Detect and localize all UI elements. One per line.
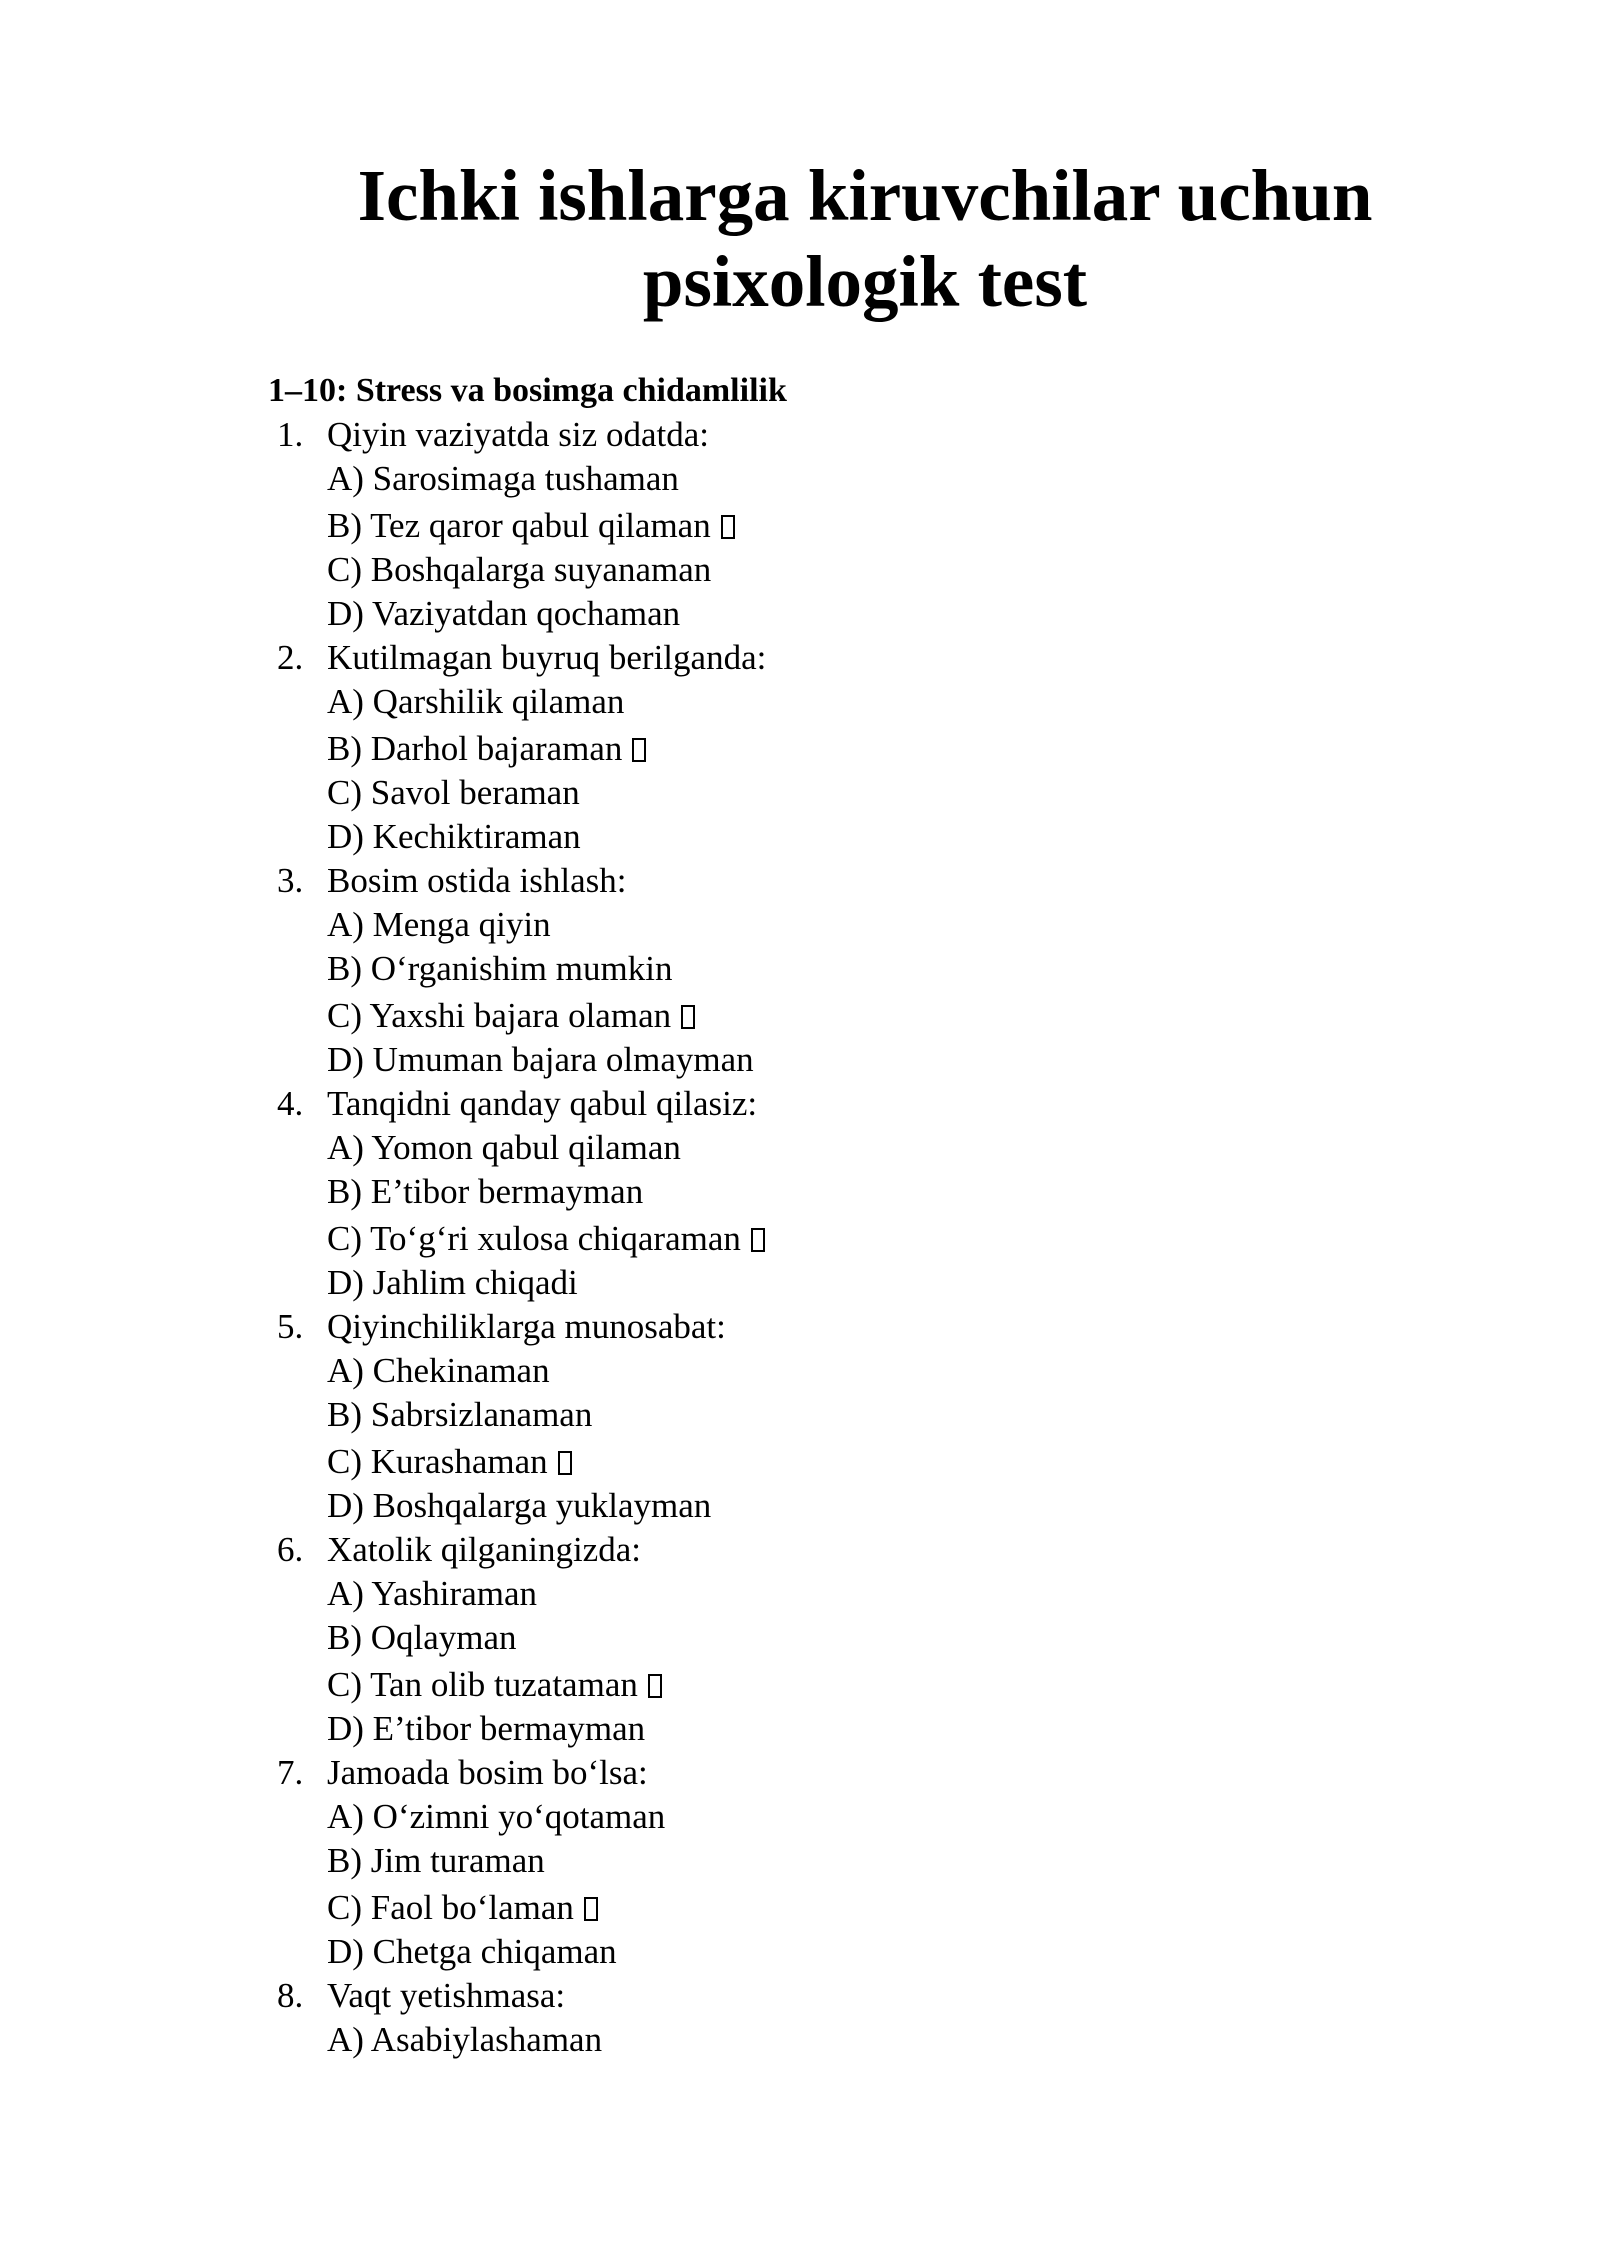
question-text: Jamoada bosim bo‘lsa: xyxy=(327,1753,648,1792)
answer-option xyxy=(0,1707,1600,1751)
answer-option-marked xyxy=(0,724,1600,771)
option-list xyxy=(0,680,1600,859)
answer-option xyxy=(0,1572,1600,1616)
question-number: 6. xyxy=(277,1530,304,1569)
question-item xyxy=(0,859,1600,1082)
question-number: 7. xyxy=(277,1753,304,1792)
option-text: D) Vaziyatdan qochaman xyxy=(327,594,681,633)
answer-mark-icon xyxy=(558,1451,572,1475)
option-text: A) O‘zimni yo‘qotaman xyxy=(327,1797,666,1836)
title-line-1: Ichki ishlarga kiruvchilar uchun xyxy=(357,155,1373,236)
answer-option xyxy=(0,771,1600,815)
answer-mark-icon xyxy=(584,1897,598,1921)
answer-option xyxy=(0,1038,1600,1082)
question-list xyxy=(0,413,1600,2062)
option-text: B) Sabrsizlanaman xyxy=(327,1395,593,1434)
question-number: 5. xyxy=(277,1307,304,1346)
option-text: C) Kurashaman xyxy=(327,1442,548,1481)
option-text: B) E’tibor bermayman xyxy=(327,1172,644,1211)
answer-mark-icon xyxy=(632,738,646,762)
question-item xyxy=(0,1974,1600,2062)
answer-option-marked xyxy=(0,1214,1600,1261)
question-number: 2. xyxy=(277,638,304,677)
option-text: A) Yashiraman xyxy=(327,1574,537,1613)
title-line-2: psixologik test xyxy=(642,241,1088,322)
answer-option xyxy=(0,548,1600,592)
option-list xyxy=(0,903,1600,1082)
answer-option xyxy=(0,1261,1600,1305)
option-list xyxy=(0,1349,1600,1528)
question-text: Bosim ostida ishlash: xyxy=(327,861,627,900)
question-text: Kutilmagan buyruq berilganda: xyxy=(327,638,767,677)
option-text: A) Sarosimaga tushaman xyxy=(327,459,679,498)
answer-option-marked xyxy=(0,1883,1600,1930)
option-text: B) O‘rganishim mumkin xyxy=(327,949,673,988)
question-item xyxy=(0,1528,1600,1751)
question-item xyxy=(0,1082,1600,1305)
answer-option-marked xyxy=(0,1660,1600,1707)
option-list xyxy=(0,1795,1600,1974)
question-line xyxy=(0,413,1600,457)
answer-option-marked xyxy=(0,1437,1600,1484)
option-text: C) Yaxshi bajara olaman xyxy=(327,996,672,1035)
option-text: B) Oqlayman xyxy=(327,1618,517,1657)
option-text: C) Savol beraman xyxy=(327,773,580,812)
answer-option xyxy=(0,680,1600,724)
question-item xyxy=(0,1751,1600,1974)
question-item xyxy=(0,1305,1600,1528)
answer-option xyxy=(0,1126,1600,1170)
answer-mark-icon xyxy=(751,1228,765,1252)
question-line xyxy=(0,859,1600,903)
question-text: Xatolik qilganingizda: xyxy=(327,1530,641,1569)
answer-option xyxy=(0,1930,1600,1974)
question-text: Qiyinchiliklarga munosabat: xyxy=(327,1307,726,1346)
question-line xyxy=(0,1082,1600,1126)
document-title xyxy=(300,153,1430,325)
option-text: D) E’tibor bermayman xyxy=(327,1709,646,1748)
question-item xyxy=(0,636,1600,859)
answer-mark-icon xyxy=(681,1005,695,1029)
answer-option xyxy=(0,592,1600,636)
answer-option xyxy=(0,1170,1600,1214)
option-text: D) Chetga chiqaman xyxy=(327,1932,617,1971)
option-list xyxy=(0,457,1600,636)
question-line xyxy=(0,1751,1600,1795)
answer-option xyxy=(0,1616,1600,1660)
section-heading: 1–10: Stress va bosimga chidamlilik xyxy=(268,372,787,409)
option-text: A) Menga qiyin xyxy=(327,905,551,944)
option-text: A) Yomon qabul qilaman xyxy=(327,1128,681,1167)
answer-option xyxy=(0,2018,1600,2062)
answer-option xyxy=(0,1349,1600,1393)
option-text: D) Kechiktiraman xyxy=(327,817,581,856)
question-line xyxy=(0,1305,1600,1349)
option-text: C) To‘g‘ri xulosa chiqaraman xyxy=(327,1219,741,1258)
answer-option xyxy=(0,457,1600,501)
option-text: D) Boshqalarga yuklayman xyxy=(327,1486,712,1525)
answer-mark-icon xyxy=(721,515,735,539)
answer-option xyxy=(0,815,1600,859)
question-number: 3. xyxy=(277,861,304,900)
option-text: B) Darhol bajaraman xyxy=(327,729,623,768)
answer-option xyxy=(0,947,1600,991)
option-text: C) Tan olib tuzataman xyxy=(327,1665,638,1704)
question-number: 1. xyxy=(277,415,304,454)
option-text: D) Jahlim chiqadi xyxy=(327,1263,578,1302)
option-list xyxy=(0,1572,1600,1751)
question-text: Qiyin vaziyatda siz odatda: xyxy=(327,415,709,454)
answer-option xyxy=(0,1839,1600,1883)
answer-option xyxy=(0,1795,1600,1839)
question-text: Tanqidni qanday qabul qilasiz: xyxy=(327,1084,758,1123)
question-text: Vaqt yetishmasa: xyxy=(327,1976,566,2015)
question-line xyxy=(0,1974,1600,2018)
option-text: A) Qarshilik qilaman xyxy=(327,682,625,721)
question-number: 4. xyxy=(277,1084,304,1123)
question-line xyxy=(0,1528,1600,1572)
answer-option xyxy=(0,1484,1600,1528)
question-item xyxy=(0,413,1600,636)
question-number: 8. xyxy=(277,1976,304,2015)
answer-mark-icon xyxy=(648,1674,662,1698)
answer-option-marked xyxy=(0,501,1600,548)
option-text: A) Asabiylashaman xyxy=(327,2020,603,2059)
option-text: A) Chekinaman xyxy=(327,1351,550,1390)
option-text: C) Faol bo‘laman xyxy=(327,1888,574,1927)
question-line xyxy=(0,636,1600,680)
option-text: C) Boshqalarga suyanaman xyxy=(327,550,712,589)
answer-option xyxy=(0,903,1600,947)
option-list xyxy=(0,1126,1600,1305)
answer-option xyxy=(0,1393,1600,1437)
answer-option-marked xyxy=(0,991,1600,1038)
option-text: B) Jim turaman xyxy=(327,1841,545,1880)
option-text: B) Tez qaror qabul qilaman xyxy=(327,506,711,545)
option-list xyxy=(0,2018,1600,2062)
option-text: D) Umuman bajara olmayman xyxy=(327,1040,754,1079)
